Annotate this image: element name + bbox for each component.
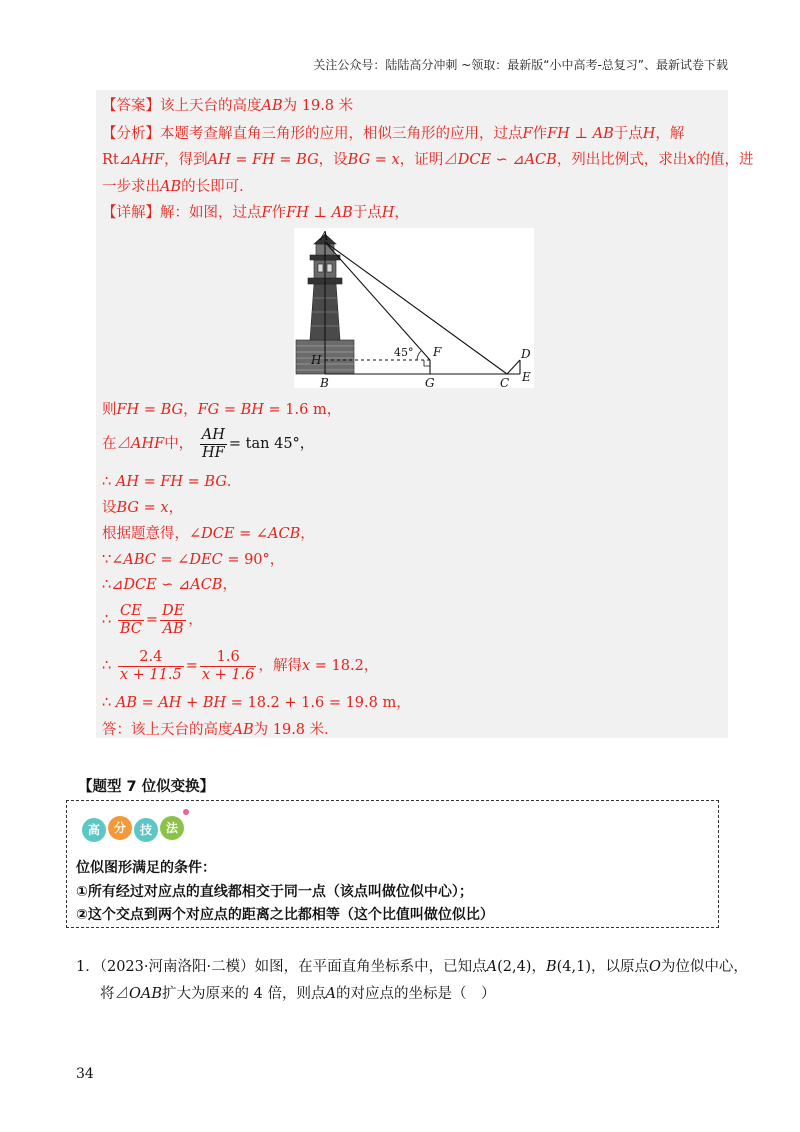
step-10: ∴ AB = AH + BH = 18.2 + 1.6 = 19.8 m， [102, 695, 411, 711]
label-D: D [521, 347, 531, 361]
page-header: 关注公众号：陆陆高分冲刺 ~领取：最新版“小中高考-总复习”、最新试卷下载 [313, 58, 728, 72]
sparkle-icon [183, 809, 189, 815]
step-4: 设BG = x， [102, 500, 184, 516]
label-G: G [425, 376, 435, 388]
detail-line: 【详解】解：如图，过点F作FH ⊥ AB于点H， [102, 205, 409, 221]
tips-line-1: 位似图形满足的条件： [76, 860, 216, 876]
badge-char-4: 法 [165, 821, 179, 835]
page-number: 34 [76, 1066, 94, 1082]
analysis-line-3: 一步求出AB的长即可． [102, 179, 254, 195]
step-3: ∴ AH = FH = BG． [102, 474, 242, 490]
question-line-2: 将⊿OAB扩大为原来的 4 倍，则点A的对应点的坐标是（ ） [100, 986, 496, 1002]
step-6: ∵∠ABC = ∠DEC = 90°， [102, 552, 285, 568]
label-H: H [311, 353, 322, 367]
label-A: A [320, 229, 329, 243]
tips-line-2: ①所有经过对应点的直线都相交于同一点（该点叫做位似中心）； [76, 884, 473, 900]
label-E: E [522, 370, 531, 384]
badge-char-3: 技 [139, 823, 153, 837]
step-8: ∴ $\frac{CE}{BC}$ = $\frac{DE}{AB}$ ， [102, 602, 203, 637]
tips-badge [80, 806, 200, 846]
step-11: 答：该上天台的高度AB为 19.8 米． [102, 722, 339, 738]
step-5: 根据题意得，∠DCE = ∠ACB， [102, 526, 315, 542]
question-line-1: 1．（2023·河南洛阳·二模）如图，在平面直角坐标系中，已知点A(2,4)，B(4,1)，以原点O为位似中心， [76, 959, 748, 975]
badge-char-1: 高 [87, 823, 101, 837]
label-B: B [320, 376, 329, 388]
label-F: F [433, 345, 442, 359]
lighthouse-figure [294, 228, 534, 388]
analysis-line-2: Rt⊿AHF，得到AH = FH = BG，设BG = x，证明⊿DCE ∽ ⊿ACB，列出比例式，求出x的值，进 [102, 152, 754, 168]
label-angle: 45° [394, 346, 414, 359]
label-C: C [500, 376, 510, 388]
tips-line-3: ②这个交点到两个对应点的距离之比都相等（这个比值叫做位似比） [76, 907, 494, 923]
step-9: ∴ $\frac{2.4}{x + 11.5}$ = $\frac{1.6}{x + 1.6}$ ，解得x = 18.2， [102, 648, 379, 683]
section-title: 【题型 7 位似变换】 [78, 779, 215, 795]
analysis-line-1: 【分析】本题考查解直角三角形的应用，相似三角形的应用，过点F作FH ⊥ AB于点H，解 [102, 126, 685, 142]
badge-char-2: 分 [113, 821, 127, 835]
answer-line: 【答案】该上天台的高度AB为 19.8 米 [102, 98, 354, 114]
step-2: 在⊿AHF中， $\frac{AH}{HF}$ = tan 45°， [102, 426, 315, 461]
step-7: ∴⊿DCE ∽ ⊿ACB， [102, 577, 237, 593]
step-1: 则FH = BG，FG = BH = 1.6 m， [102, 402, 342, 418]
